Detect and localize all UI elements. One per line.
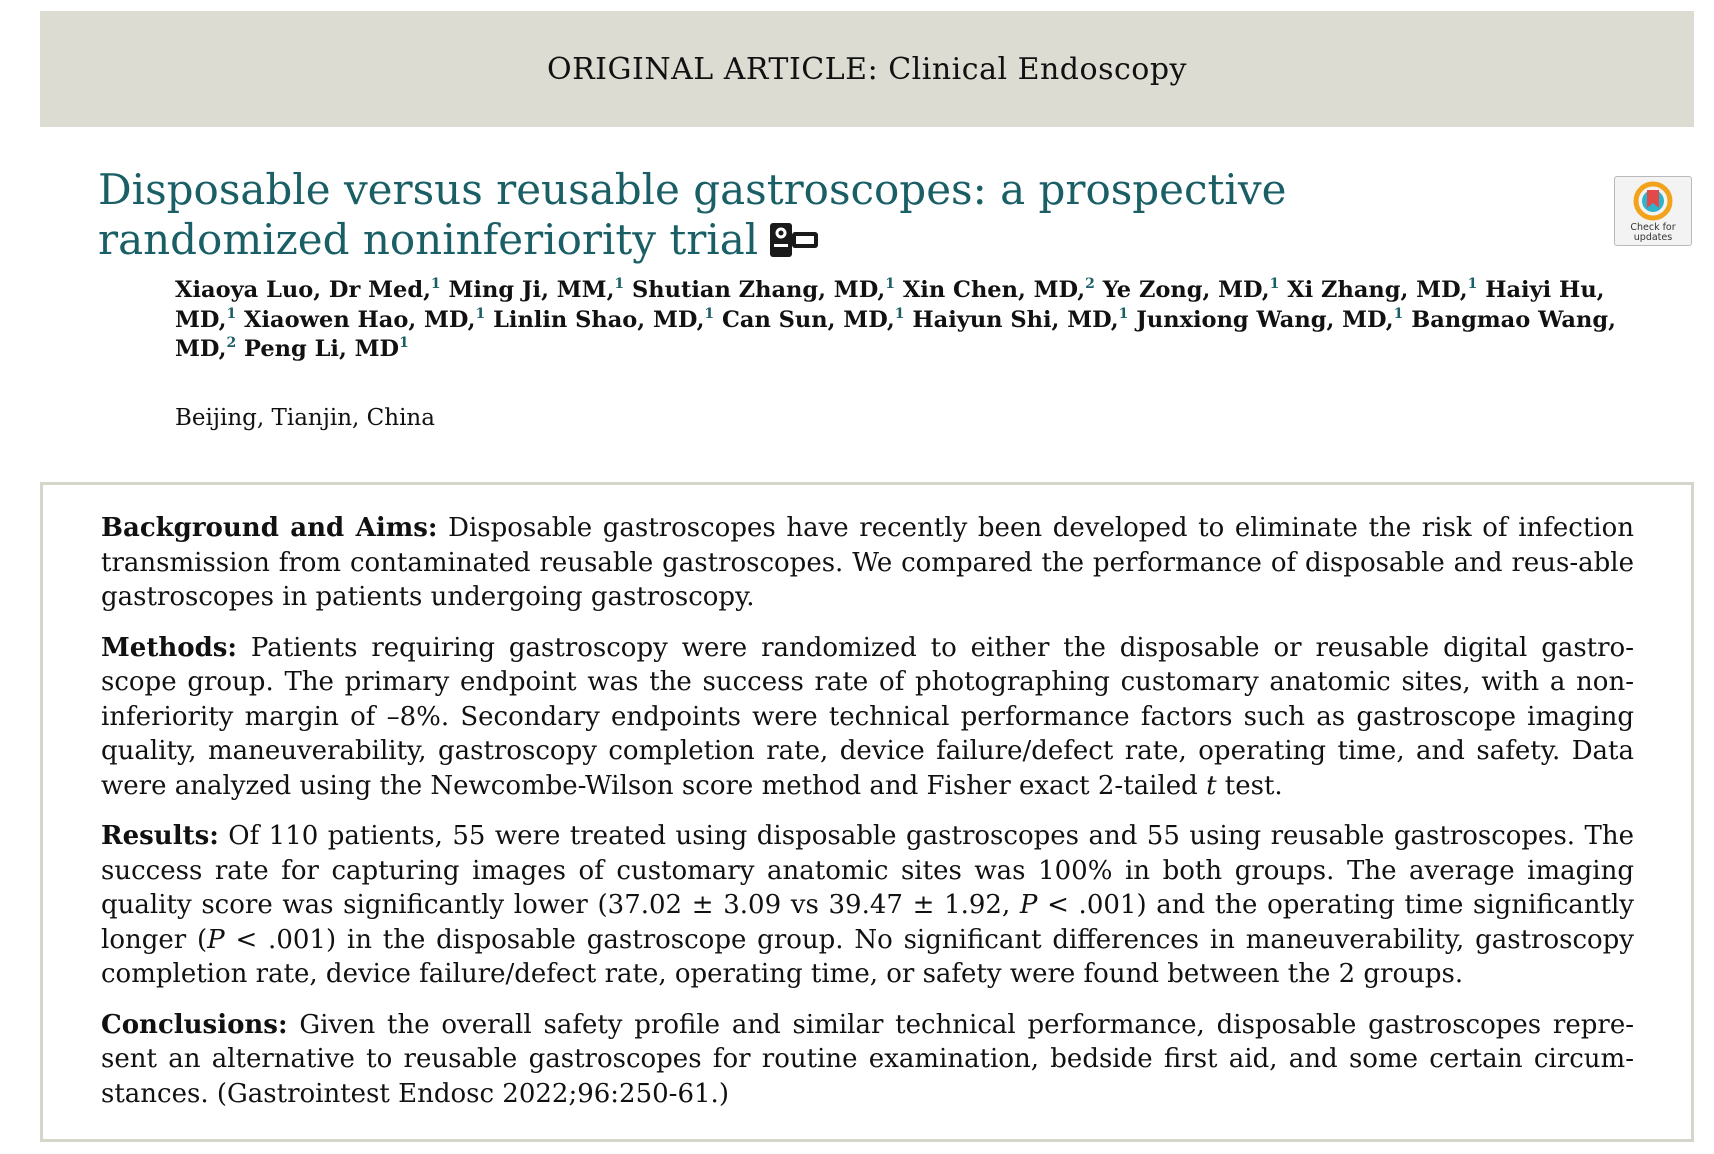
affiliation-number: 1 xyxy=(704,305,715,322)
affiliation-number: 1 xyxy=(226,305,237,322)
affiliation-number: 1 xyxy=(399,335,409,351)
affiliation-number: 1 xyxy=(1269,276,1280,292)
affiliation-number: 1 xyxy=(894,305,905,322)
methods-text: Patients requiring gastroscopy were randomized to either the disposable or reusable digital gastro-scope group. The primary endpoint was the success rate of photographing customary anatomic sites, with a non-inferiority margin of –8%. Secondary endpoints were technical performance factors such as gastroscope imaging quality, maneuverability, gastroscopy completion rate, device failure/defect rate, operating time, and safety. Data were analyzed using the Newcombe-Wilson score method and Fisher exact 2-tailed xyxy=(101,632,1634,801)
affiliation-number: 1 xyxy=(1118,305,1129,322)
p-symbol: P xyxy=(1019,890,1038,920)
author-name[interactable]: Haiyun Shi, MD, xyxy=(912,306,1119,333)
author-name[interactable]: Junxiong Wang, MD, xyxy=(1136,306,1394,333)
results-label: Results: xyxy=(101,821,219,851)
abstract-results xyxy=(101,819,1634,992)
affiliation-number: 1 xyxy=(1393,305,1404,322)
article-title xyxy=(98,165,1458,271)
affiliation-number: 1 xyxy=(614,276,625,292)
author-name[interactable]: Xiaowen Hao, MD, xyxy=(244,306,476,333)
author-name[interactable]: Ming Ji, MM, xyxy=(448,277,615,303)
author-name[interactable]: Bangmao Wang, MD, xyxy=(175,306,1616,362)
abstract-background xyxy=(101,511,1634,615)
conclusions-text: Given the overall safety profile and similar technical performance, disposable gastroscopes repre-sent an alternative to reusable gastroscopes for routine examination, bedside first aid, and some certain circum-stances. (Gastrointest Endosc 2022;96:250-61.) xyxy=(101,1009,1634,1109)
background-label: Background and Aims: xyxy=(101,513,438,543)
check-for-updates-badge[interactable] xyxy=(1614,176,1692,246)
author-location: Beijing, Tianjin, China xyxy=(175,405,435,431)
affiliation-number: 1 xyxy=(885,276,895,292)
results-text-2: < .001) and the operating time significantly longer ( xyxy=(101,890,1634,955)
affiliation-number: 1 xyxy=(1467,276,1478,292)
abstract-conclusions xyxy=(101,1008,1634,1112)
affiliation-number: 2 xyxy=(1085,276,1095,292)
video-camera-icon[interactable] xyxy=(768,220,820,271)
methods-text-end: test. xyxy=(1216,770,1283,801)
abstract-methods xyxy=(101,631,1634,804)
author-name[interactable]: Xi Zhang, MD, xyxy=(1287,277,1468,303)
affiliation-number: 1 xyxy=(430,276,441,292)
author-name[interactable]: Xiaoya Luo, Dr Med, xyxy=(175,277,431,303)
crossmark-label: Check for updates xyxy=(1630,222,1676,243)
section-label: ORIGINAL ARTICLE: Clinical Endoscopy xyxy=(546,51,1187,87)
author-name[interactable]: Peng Li, MD xyxy=(244,336,400,362)
title-text: Disposable versus reusable gastroscopes: a prospective randomized noninferiority trial xyxy=(98,165,1287,264)
author-name[interactable]: Haiyi Hu, MD, xyxy=(175,277,1605,333)
methods-label: Methods: xyxy=(101,632,237,663)
affiliation-number: 1 xyxy=(475,305,486,322)
author-name[interactable]: Shutian Zhang, MD, xyxy=(632,277,886,303)
author-name[interactable]: Linlin Shao, MD, xyxy=(493,306,705,333)
results-text-1: Of 110 patients, 55 were treated using disposable gastroscopes and 55 using reusable gastroscopes. The success rate for capturing images of customary anatomic sites was 100% in both groups. The average imaging quality score was significantly lower (37.02 ± 3.09 vs 39.47 ± 1.92, xyxy=(101,821,1634,920)
author-name[interactable]: Can Sun, MD, xyxy=(722,306,895,333)
affiliation-number: 2 xyxy=(226,335,237,351)
author-name[interactable]: Xin Chen, MD, xyxy=(902,277,1086,303)
author-list xyxy=(175,276,1645,365)
crossmark-icon xyxy=(1633,181,1673,221)
background-text: Disposable gastroscopes have recently been developed to eliminate the risk of infection transmission from contaminated reusable gastroscopes. We compared the performance of disposable and reus-able gastroscopes in patients undergoing gastroscopy. xyxy=(101,513,1635,612)
t-symbol: t xyxy=(1206,770,1217,801)
author-name[interactable]: Ye Zong, MD, xyxy=(1102,277,1270,303)
abstract xyxy=(101,511,1634,1127)
results-text-3: < .001) in the disposable gastroscope group. No significant differences in maneuverability, gastroscopy completion rate, device failure/defect rate, operating time, or safety were found between the 2 groups. xyxy=(101,924,1634,989)
conclusions-label: Conclusions: xyxy=(101,1009,288,1040)
p-symbol: P xyxy=(207,924,225,955)
section-header xyxy=(40,11,1694,127)
